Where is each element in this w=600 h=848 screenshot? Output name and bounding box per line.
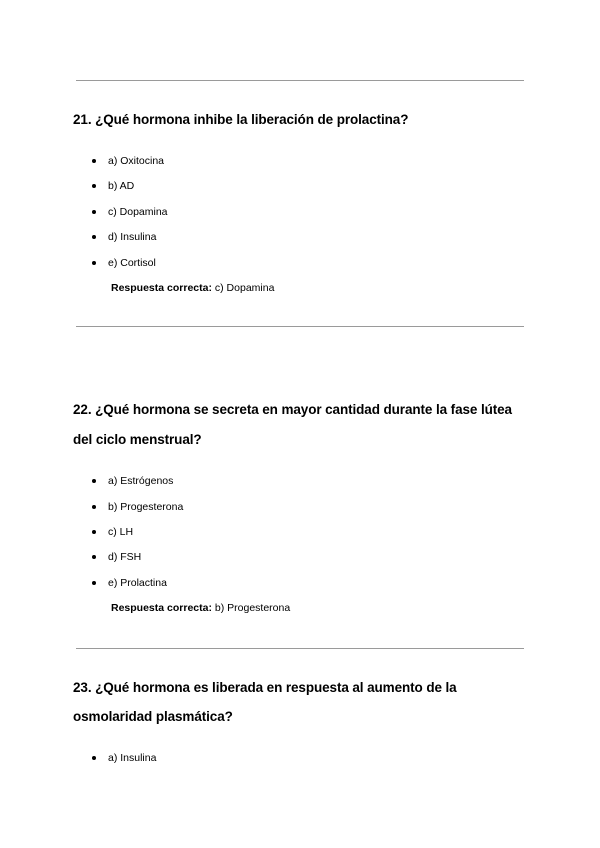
- question-title: osmolaridad plasmática?: [73, 709, 233, 724]
- divider: [76, 326, 524, 327]
- bullet-icon: [92, 530, 96, 534]
- correct-answer: [111, 602, 290, 614]
- answer-value: b) Progesterona: [214, 602, 291, 614]
- bullet-icon: [92, 555, 96, 559]
- bullet-icon: [92, 756, 96, 760]
- divider: [76, 80, 524, 81]
- divider: [76, 648, 524, 649]
- question-title: 23. ¿Qué hormona es liberada en respuesta al aumento de la: [73, 680, 457, 695]
- bullet-icon: [92, 261, 96, 265]
- bullet-icon: [92, 505, 96, 509]
- question-title: 22. ¿Qué hormona se secreta en mayor cantidad durante la fase lútea: [73, 402, 512, 417]
- question-title: del ciclo menstrual?: [73, 432, 202, 447]
- answer-label: Respuesta correcta:: [111, 282, 212, 294]
- bullet-icon: [92, 235, 96, 239]
- question-title: 21. ¿Qué hormona inhibe la liberación de prolactina?: [73, 112, 409, 127]
- bullet-icon: [92, 581, 96, 585]
- bullet-icon: [92, 479, 96, 483]
- correct-answer: [111, 282, 274, 294]
- answer-label: Respuesta correcta:: [111, 602, 212, 614]
- bullet-icon: [92, 210, 96, 214]
- bullet-icon: [92, 184, 96, 188]
- answer-value: c) Dopamina: [214, 282, 275, 294]
- bullet-icon: [92, 159, 96, 163]
